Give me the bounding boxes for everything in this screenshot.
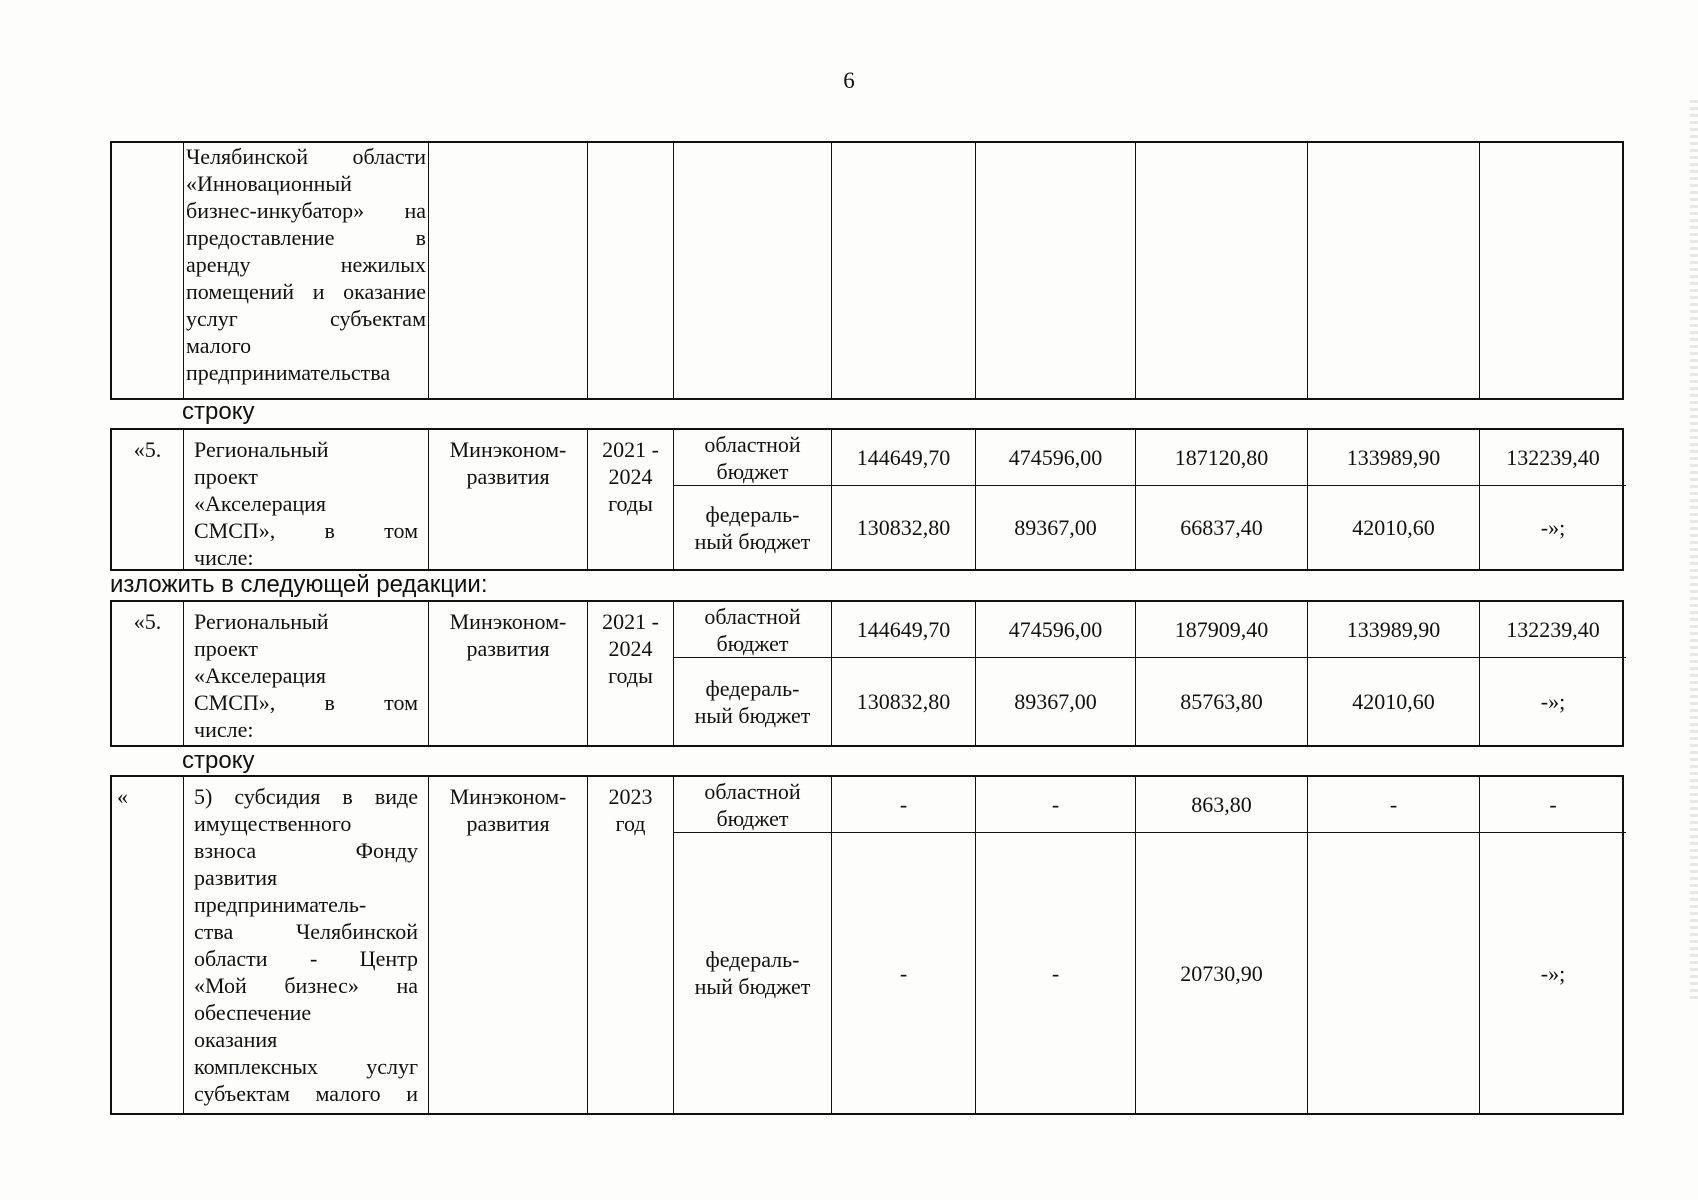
cell-period: [588, 143, 674, 398]
cell-value: -»;: [1540, 960, 1566, 986]
text-line: 2021 -: [602, 437, 659, 462]
cell-value: [1308, 143, 1480, 398]
text-line: Региональный: [194, 609, 329, 634]
text-line: предприниматель-: [194, 892, 367, 917]
text-line: помещений и оказание: [186, 279, 426, 304]
text-line: оказания: [194, 1027, 278, 1052]
cell-value: 42010,60: [1308, 658, 1480, 745]
text-line: Минэконом-: [449, 784, 567, 809]
cell-budget-source: [674, 833, 832, 1113]
cell-value: 187120,80: [1136, 430, 1308, 486]
text-line: ный бюджет: [694, 974, 811, 999]
cell-budget-source: [674, 777, 832, 833]
cell-executor: [429, 602, 588, 745]
text-line: 2024: [608, 636, 653, 661]
table-subsidy: [110, 775, 1624, 1115]
text-line: имущественного: [194, 811, 352, 836]
text-line: Минэконом-: [449, 609, 567, 634]
cell-num: «5.: [112, 430, 184, 569]
text-line: ный бюджет: [694, 702, 811, 728]
cell-value: 20730,90: [1136, 833, 1308, 1113]
cell-value: [1136, 143, 1308, 398]
cell-value: 144649,70: [832, 430, 976, 486]
cell-value: 89367,00: [976, 658, 1136, 745]
text-line: бизнес-инкубатор» на: [186, 198, 426, 223]
table-continuation: [110, 141, 1624, 400]
cell-value: 863,80: [1136, 777, 1308, 833]
cell-value: 187909,40: [1136, 602, 1308, 658]
text-line: ства Челябинской: [194, 919, 418, 944]
text-line: предпринимательства: [186, 360, 391, 385]
cell-value: 132239,40: [1480, 430, 1626, 486]
cell-value: 130832,80: [832, 658, 976, 745]
cell-num: [112, 143, 184, 398]
cell-value: -: [832, 777, 976, 833]
text-line: бюджет: [716, 630, 789, 656]
text-line: годы: [608, 491, 653, 516]
text-line: бюджет: [716, 458, 789, 484]
row-label: строку: [182, 747, 255, 774]
text-line: числе:: [194, 545, 254, 569]
table-old: [110, 428, 1624, 571]
text-line: 2023: [608, 784, 653, 809]
text-line: областной: [704, 431, 801, 457]
text-line: 2024: [608, 464, 653, 489]
text-line: обеспечение: [194, 1000, 312, 1025]
text-line: «Мой бизнес» на: [194, 973, 418, 998]
text-line: числе:: [194, 717, 254, 742]
cell-value: [832, 143, 976, 398]
text-line: годы: [608, 663, 653, 688]
text-line: взноса Фонду: [194, 838, 418, 863]
cell-value: -»;: [1540, 689, 1566, 714]
cell-value: -: [1480, 777, 1626, 833]
text-line: Минэконом-: [449, 437, 567, 462]
text-line: Челябинской области: [186, 144, 426, 169]
cell-value: [1308, 833, 1480, 1113]
cell-budget-source: [674, 486, 832, 569]
text-line: федераль-: [705, 947, 800, 972]
text-line: субъектам малого и: [194, 1081, 418, 1106]
cell-budget-source: [674, 430, 832, 486]
cell-value: [1480, 143, 1626, 398]
cell-value: -»;: [1540, 515, 1566, 540]
cell-name: [184, 143, 429, 398]
text-line: развития: [466, 464, 550, 489]
cell-value: [976, 143, 1136, 398]
cell-value: 474596,00: [976, 430, 1136, 486]
cell-value: 474596,00: [976, 602, 1136, 658]
cell-name: [184, 602, 429, 745]
row-label: строку: [182, 398, 255, 425]
text-line: федераль-: [705, 501, 800, 527]
text-line: областной: [704, 778, 801, 804]
text-line: развития: [466, 811, 550, 836]
text-line: Региональный: [194, 437, 329, 462]
text-line: бюджет: [716, 805, 789, 831]
text-line: развития: [194, 865, 278, 890]
text-line: год: [615, 811, 646, 836]
cell-value: 132239,40: [1480, 602, 1626, 658]
cell-value: 66837,40: [1136, 486, 1308, 569]
text-line: предоставление в: [186, 225, 426, 250]
text-line: СМСП», в том: [194, 518, 418, 543]
cell-executor: [429, 430, 588, 569]
cell-period: [588, 430, 674, 569]
text-line: СМСП», в том: [194, 690, 418, 715]
text-line: «Акселерация: [194, 491, 326, 516]
cell-value: 133989,90: [1308, 430, 1480, 486]
replace-label: изложить в следующей редакции:: [110, 571, 488, 598]
cell-period: [588, 777, 674, 1113]
text-line: 5) субсидия в виде: [194, 784, 418, 809]
text-line: малого: [186, 333, 252, 358]
text-line: областной: [704, 603, 801, 629]
cell-period: [588, 602, 674, 745]
cell-budget-source: [674, 658, 832, 745]
text-line: проект: [194, 636, 258, 661]
cell-executor: [429, 777, 588, 1113]
cell-value: 85763,80: [1136, 658, 1308, 745]
text-line: «Акселерация: [194, 663, 326, 688]
cell-value: -: [976, 777, 1136, 833]
cell-num: «5.: [112, 602, 184, 745]
cell-value: 130832,80: [832, 486, 976, 569]
cell-value: -: [976, 833, 1136, 1113]
text-line: «Инновационный: [186, 171, 352, 196]
cell-budget-source: [674, 602, 832, 658]
cell-value: 133989,90: [1308, 602, 1480, 658]
text-line: развития: [466, 636, 550, 661]
cell-executor: [429, 143, 588, 398]
text-line: ный бюджет: [694, 528, 811, 554]
cell-num: «: [112, 777, 184, 1113]
text-line: области - Центр: [194, 946, 418, 971]
cell-source: [674, 143, 832, 398]
text-line: проект: [194, 464, 258, 489]
text-line: аренду нежилых: [186, 252, 426, 277]
cell-value: 89367,00: [976, 486, 1136, 569]
cell-name: [184, 777, 429, 1113]
cell-value: 42010,60: [1308, 486, 1480, 569]
table-new: [110, 600, 1624, 747]
cell-value: -: [832, 833, 976, 1113]
text-line: комплексных услуг: [194, 1054, 418, 1079]
text-line: 2021 -: [602, 609, 659, 634]
text-line: услуг субъектам: [186, 306, 426, 331]
cell-value: 144649,70: [832, 602, 976, 658]
scan-edge: [1690, 100, 1698, 1000]
cell-value: -: [1308, 777, 1480, 833]
page-number: 6: [843, 68, 855, 93]
cell-name: [184, 430, 429, 569]
text-line: федераль-: [705, 675, 800, 701]
